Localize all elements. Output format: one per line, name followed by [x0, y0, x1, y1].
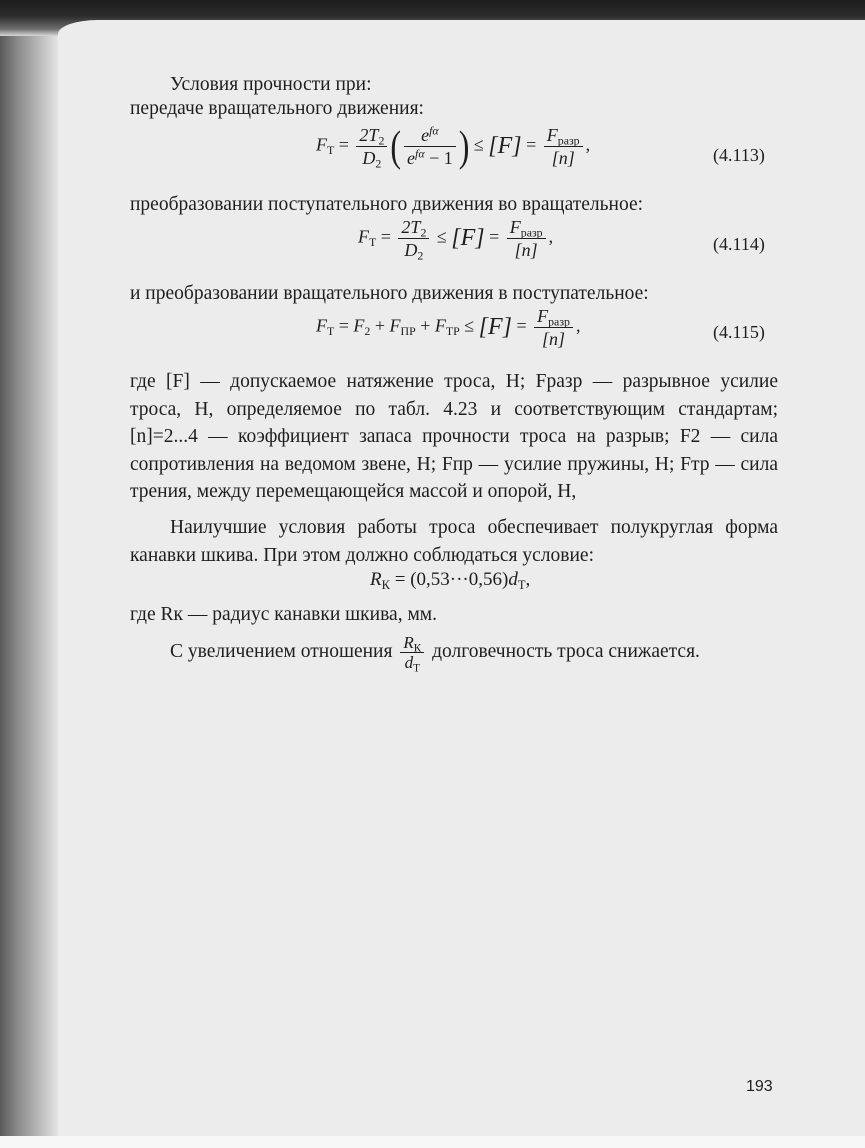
page-number: 193 — [746, 1078, 773, 1095]
ratio-fraction: $\frac{R_К}{d_Т}$ — [400, 633, 424, 672]
book-spine-shadow — [0, 0, 58, 1148]
rotational-to-translational-label: и преобразовании вращательного движения в поступательное: — [130, 283, 649, 304]
groove-shape-paragraph: Наилучшие условия работы троса обеспечивает полукруглая форма канавки шкива. При этом должно соблюдаться условие: — [130, 517, 778, 566]
bottom-page-edge — [0, 1136, 865, 1148]
rotational-transmission-label: передаче вращательного движения: — [130, 98, 424, 119]
groove-radius-definition: где Rк — радиус канавки шкива, мм. — [130, 604, 438, 625]
symbols-definition-paragraph: где [F] — допускаемое натяжение троса, Н; Fразр — разрывное усилие троса, Н, определяемое по табл. 4.23 и соответствующим стандартам; [n]=2...4 — коэффициент запаса прочности троса на разрыв; F2 — сила сопротивления на ведомом звене, Н; Fпр — усилие пружины, Н; Fтр — сила трения, между перемещающейся массой и опорой, Н, — [130, 371, 778, 502]
translational-to-rotational-label: преобразовании поступательного движения во вращательное: — [130, 194, 644, 215]
groove-radius-equation: $R_К = (0,53\cdot\cdot\cdot 0,56)d_Т$, — [370, 569, 531, 592]
strength-conditions-heading: Условия прочности при: — [170, 74, 372, 95]
equation-4-113: $F_Т$ = $\frac{2T_2}{D_2}$ ( $\frac{e^{f\alpha}}{e^{f\alpha} - 1}$ ) ≤ [F] = $\frac{F_{разр}}{[n]}$ , — [316, 121, 591, 171]
ratio-durability-sentence: С увеличением отношения $\frac{R_К}{d_Т}$ долговечность троса снижается. — [170, 633, 700, 675]
equation-number-4-114: (4.114) — [713, 234, 765, 254]
equation-4-114: $F_Т$ = $\frac{2T_2}{D_2}$ ≤ [F] = $\frac{F_{разр}}{[n]}$ , — [358, 217, 554, 263]
equation-4-115: $F_Т = F_2 + F_{ПР} + F_{ТР} \le [F]$ = $\frac{F_{разр}}{[n]}$ , — [316, 306, 581, 349]
equation-number-4-113: (4.113) — [713, 145, 765, 165]
equation-number-4-115: (4.115) — [713, 322, 765, 342]
